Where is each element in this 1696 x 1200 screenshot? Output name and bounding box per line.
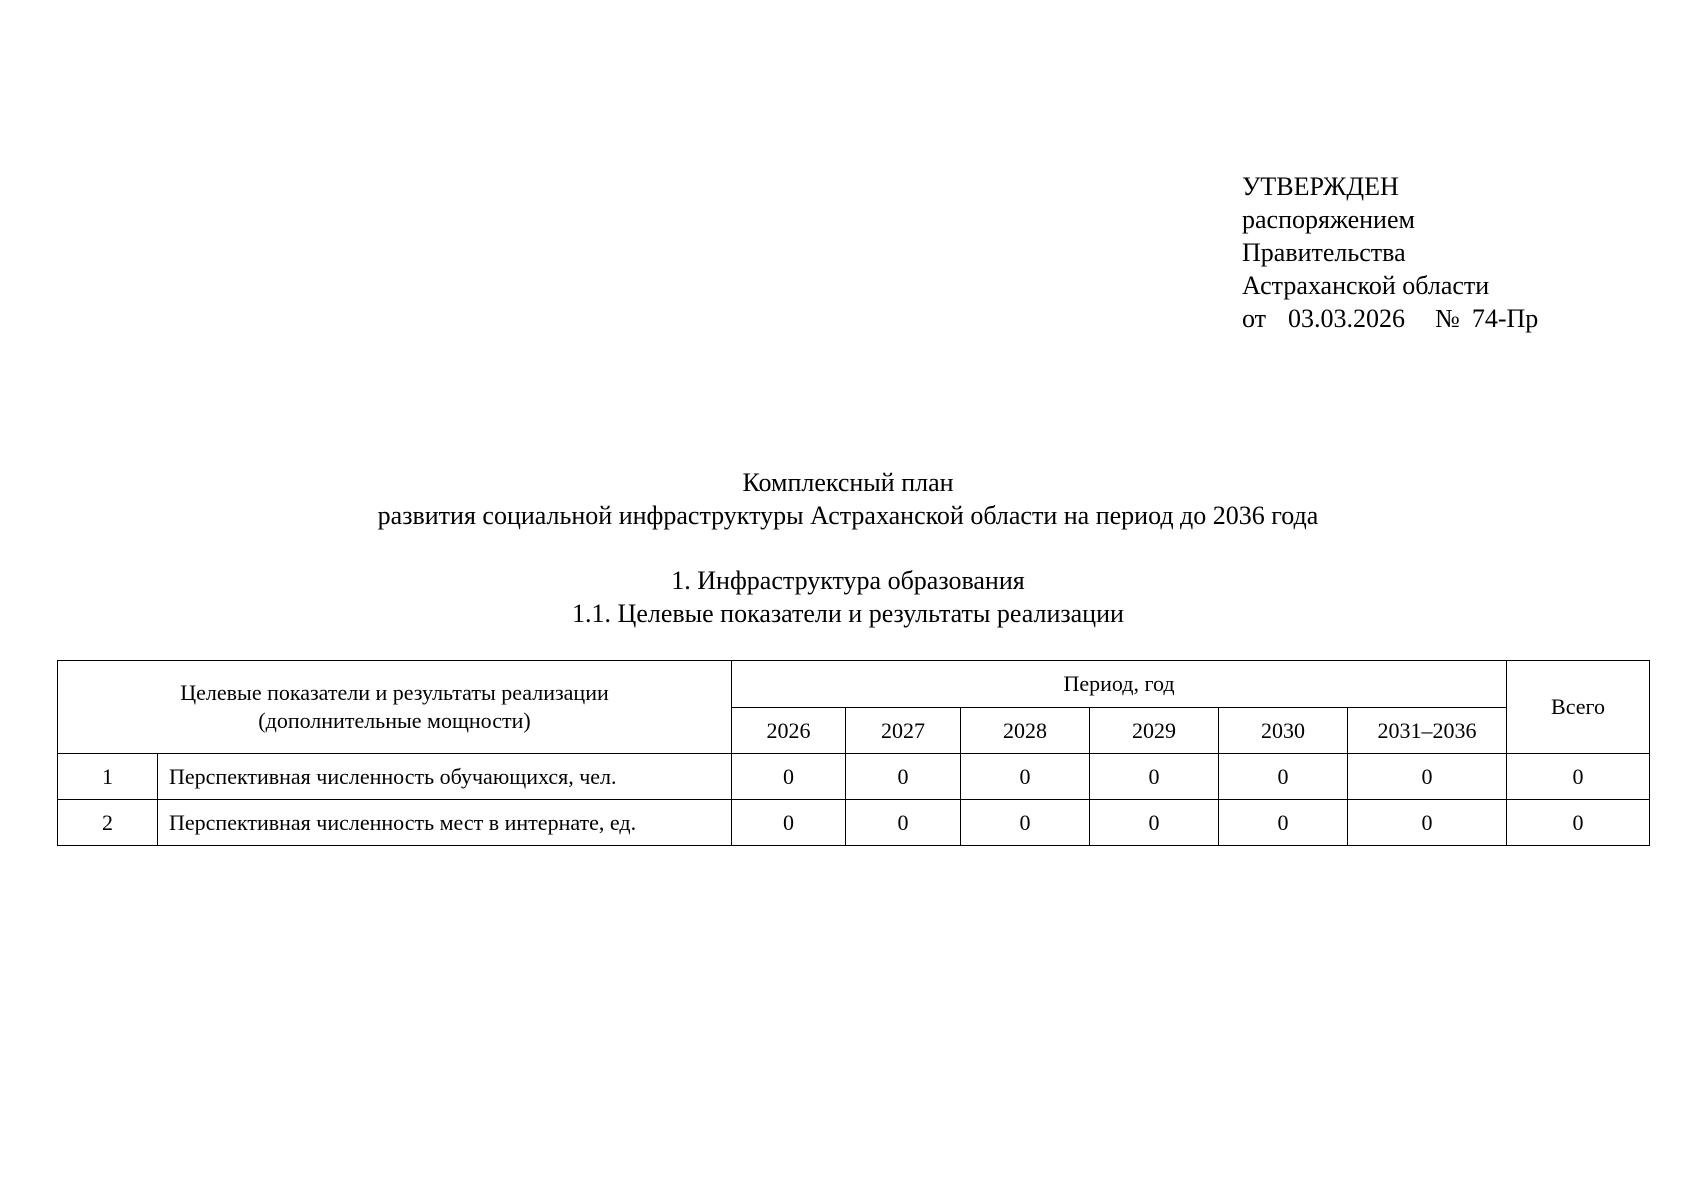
row-value: 0 bbox=[1090, 754, 1219, 800]
plan-title bbox=[0, 466, 1696, 532]
row-indicator-name: Перспективная численность обучающихся, чел. bbox=[158, 754, 732, 800]
approval-line-approved: УТВЕРЖДЕН bbox=[1242, 172, 1399, 201]
approval-date: 03.03.2026 bbox=[1288, 304, 1406, 333]
approval-date-line bbox=[1242, 302, 1538, 335]
header-year: 2026 bbox=[732, 708, 846, 754]
row-value: 0 bbox=[732, 800, 846, 846]
row-indicator-name: Перспективная численность мест в интернате, ед. bbox=[158, 800, 732, 846]
header-period: Период, год bbox=[732, 661, 1507, 708]
approval-line-order: распоряжением bbox=[1242, 205, 1415, 234]
plan-title-line2: развития социальной инфраструктуры Астраханской области на период до 2036 года bbox=[377, 501, 1319, 530]
header-indicator-line1: Целевые показатели и результаты реализации bbox=[180, 680, 609, 705]
row-total: 0 bbox=[1507, 754, 1650, 800]
row-value: 0 bbox=[961, 754, 1090, 800]
table-row bbox=[58, 800, 1650, 846]
indicators-table bbox=[57, 660, 1650, 846]
section-heading: 1. Инфраструктура образования bbox=[671, 566, 1025, 595]
table-header-row bbox=[58, 661, 1650, 708]
section-title bbox=[0, 564, 1696, 630]
header-year: 2027 bbox=[846, 708, 961, 754]
approval-line-government: Правительства bbox=[1242, 238, 1406, 267]
row-value: 0 bbox=[732, 754, 846, 800]
header-year: 2029 bbox=[1090, 708, 1219, 754]
header-year: 2030 bbox=[1219, 708, 1348, 754]
header-total: Всего bbox=[1507, 661, 1650, 754]
row-value: 0 bbox=[961, 800, 1090, 846]
header-indicator-line2: (дополнительные мощности) bbox=[258, 708, 531, 733]
section-subheading: 1.1. Целевые показатели и результаты реализации bbox=[572, 599, 1124, 628]
row-number: 1 bbox=[58, 754, 158, 800]
row-value: 0 bbox=[1348, 754, 1507, 800]
header-year: 2031–2036 bbox=[1348, 708, 1507, 754]
row-value: 0 bbox=[846, 754, 961, 800]
row-value: 0 bbox=[846, 800, 961, 846]
approval-number: 74-Пр bbox=[1471, 304, 1539, 333]
approval-number-sign: № bbox=[1435, 304, 1460, 333]
approval-line-region: Астраханской области bbox=[1242, 271, 1490, 300]
row-number: 2 bbox=[58, 800, 158, 846]
row-value: 0 bbox=[1219, 800, 1348, 846]
plan-title-line1: Комплексный план bbox=[742, 468, 954, 497]
row-value: 0 bbox=[1090, 800, 1219, 846]
table-row bbox=[58, 754, 1650, 800]
row-value: 0 bbox=[1219, 754, 1348, 800]
header-year: 2028 bbox=[961, 708, 1090, 754]
row-value: 0 bbox=[1348, 800, 1507, 846]
approval-stamp bbox=[1242, 170, 1538, 335]
row-total: 0 bbox=[1507, 800, 1650, 846]
approval-date-prefix: от bbox=[1242, 304, 1267, 333]
header-indicator bbox=[58, 661, 732, 754]
